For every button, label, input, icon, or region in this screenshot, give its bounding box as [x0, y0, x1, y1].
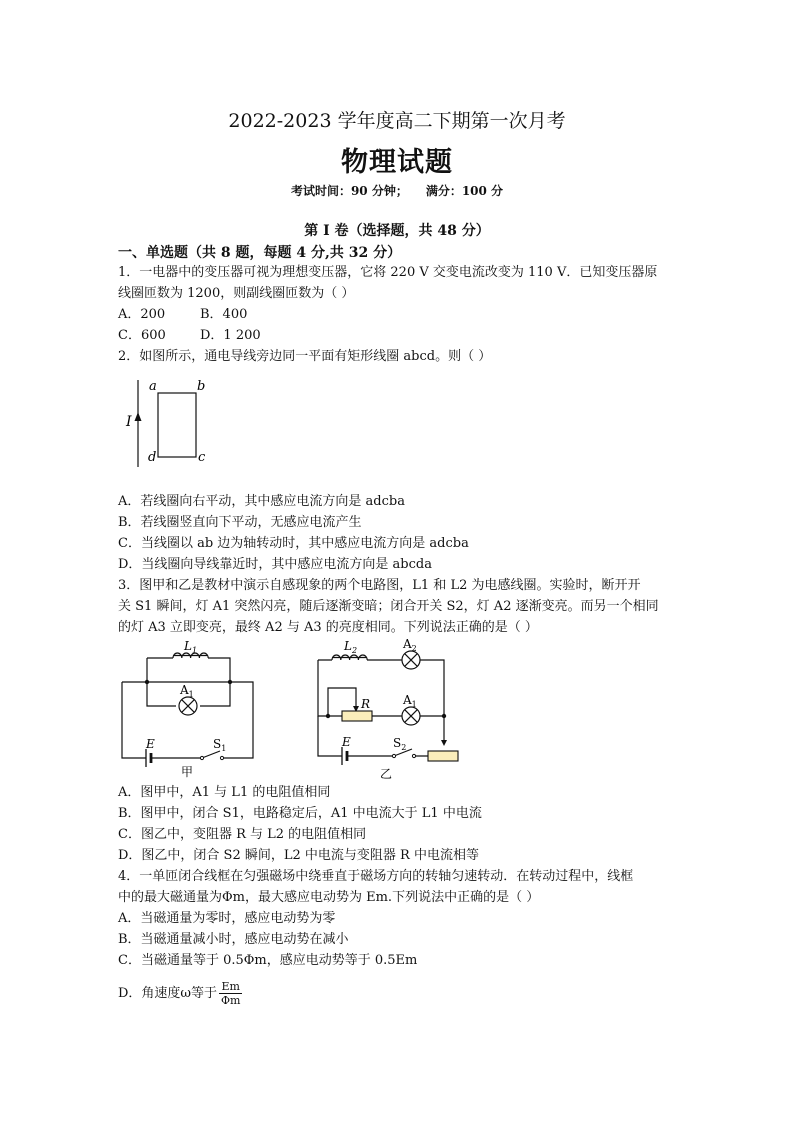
vertex-b: b — [197, 379, 206, 394]
q4-option-d-text: D．角速度ω等于 — [118, 986, 218, 1001]
circuit-yi — [310, 638, 472, 780]
q3-stem-line1: 3．图甲和乙是教材中演示自感现象的两个电路图，L1 和 L2 为电感线圈。实验时，断开开 — [118, 578, 641, 593]
vertex-d: d — [148, 450, 157, 465]
q4-option-d — [118, 980, 242, 1007]
label-l2: $L_2$ — [344, 639, 358, 655]
full-score: 满分：100 分 — [425, 184, 504, 198]
junction-left — [145, 680, 149, 684]
q3-option-b: B．图甲中，闭合 S1，电路稳定后，A1 中电流大于 L1 中电流 — [118, 806, 482, 821]
rheostat-bottom — [428, 751, 458, 761]
label-a1-yi: $A_1$ — [403, 693, 417, 709]
part-title: 第 I 卷（选择题，共 48 分） — [304, 223, 490, 239]
switch-s1-blade — [202, 751, 220, 758]
exam-year-title: 2022-2023 学年度高二下期第一次月考 — [228, 110, 566, 132]
q4-option-b: B．当磁通量减小时，感应电动势在减小 — [118, 932, 349, 947]
label-s2: $S_2$ — [393, 736, 407, 752]
coil-rectangle — [158, 393, 196, 457]
q3-stem-line2: 关 S1 瞬间，灯 A1 突然闪亮，随后逐渐变暗；闭合开关 S2，灯 A2 逐渐变亮。而另一个相同 — [118, 599, 659, 614]
q1-option-d: D．1 200 — [200, 328, 261, 343]
junction-right — [228, 680, 232, 684]
q2-option-c: C．当线圈以 ab 边为轴转动时，其中感应电流方向是 adcba — [118, 536, 469, 551]
section-title: 一、单选题（共 8 题，每题 4 分,共 32 分） — [118, 245, 402, 261]
q3-option-a: A．图甲中，A1 与 L1 的电阻值相同 — [118, 785, 331, 800]
fraction-denominator: Φm — [221, 994, 241, 1007]
q2-option-a: A．若线圈向右平动，其中感应电流方向是 adcba — [118, 494, 405, 509]
q4-option-d-fraction — [219, 980, 242, 1007]
vertex-c: c — [198, 450, 206, 465]
q4-option-a: A．当磁通量为零时，感应电动势为零 — [118, 911, 336, 926]
caption-yi: 乙 — [380, 767, 393, 780]
label-e-jia: E — [146, 737, 155, 751]
circuit-jia — [118, 638, 260, 778]
vertex-a: a — [149, 379, 157, 394]
q3-option-c: C．图乙中，变阻器 R 与 L2 的电阻值相同 — [118, 827, 367, 842]
q2-option-d: D．当线圈向导线靠近时，其中感应电流方向是 abcda — [118, 557, 432, 572]
label-s1: $S_1$ — [213, 737, 227, 753]
q4-stem-line2: 中的最大磁通量为Φm，最大感应电动势为 Em.下列说法中正确的是（ ） — [118, 890, 540, 905]
exam-meta — [0, 182, 794, 199]
q1-stem-line2: 线圈匝数为 1200，则副线圈匝数为（ ） — [118, 286, 355, 301]
q1-option-b: B．400 — [200, 307, 248, 322]
q2-stem: 2．如图所示，通电导线旁边同一平面有矩形线圈 abcd。则（ ） — [118, 349, 492, 364]
q1-option-c: C．600 — [118, 328, 166, 343]
q1-options-row2 — [118, 327, 261, 345]
q3-stem-line3: 的灯 A3 立即变亮，最终 A2 与 A3 的亮度相同。下列说法正确的是（ ） — [118, 620, 538, 635]
q2-option-b: B．若线圈竖直向下平动，无感应电流产生 — [118, 515, 362, 530]
label-l1: $L_1$ — [184, 639, 198, 655]
q1-stem-line1: 1．一电器中的变压器可视为理想变压器，它将 220 V 交变电流改变为 110 V．已知变压器原 — [118, 265, 658, 280]
label-r: R — [361, 697, 371, 711]
caption-jia: 甲 — [181, 765, 194, 778]
subject-title: 物理试题 — [341, 147, 453, 178]
q2-figure — [118, 372, 228, 472]
label-e-yi: E — [342, 735, 351, 749]
fraction-numerator: Em — [219, 980, 242, 994]
q4-stem-line1: 4．一单匝闭合线框在匀强磁场中绕垂直于磁场方向的转轴匀速转动．在转动过程中，线框 — [118, 869, 634, 884]
q1-options-row1 — [118, 306, 247, 324]
label-a1: $A_1$ — [180, 683, 194, 699]
q3-option-d: D．图乙中，闭合 S2 瞬间，L2 中电流与变阻器 R 中电流相等 — [118, 848, 479, 863]
current-label: I — [126, 414, 132, 430]
label-a2: $A_2$ — [403, 638, 417, 653]
rheostat-r — [342, 711, 372, 721]
q4-option-c: C．当磁通量等于 0.5Φm，感应电动势等于 0.5Em — [118, 953, 418, 968]
current-arrow-icon — [135, 412, 142, 421]
q1-option-a: A．200 — [118, 307, 166, 322]
exam-time: 考试时间：90 分钟； — [290, 184, 408, 198]
